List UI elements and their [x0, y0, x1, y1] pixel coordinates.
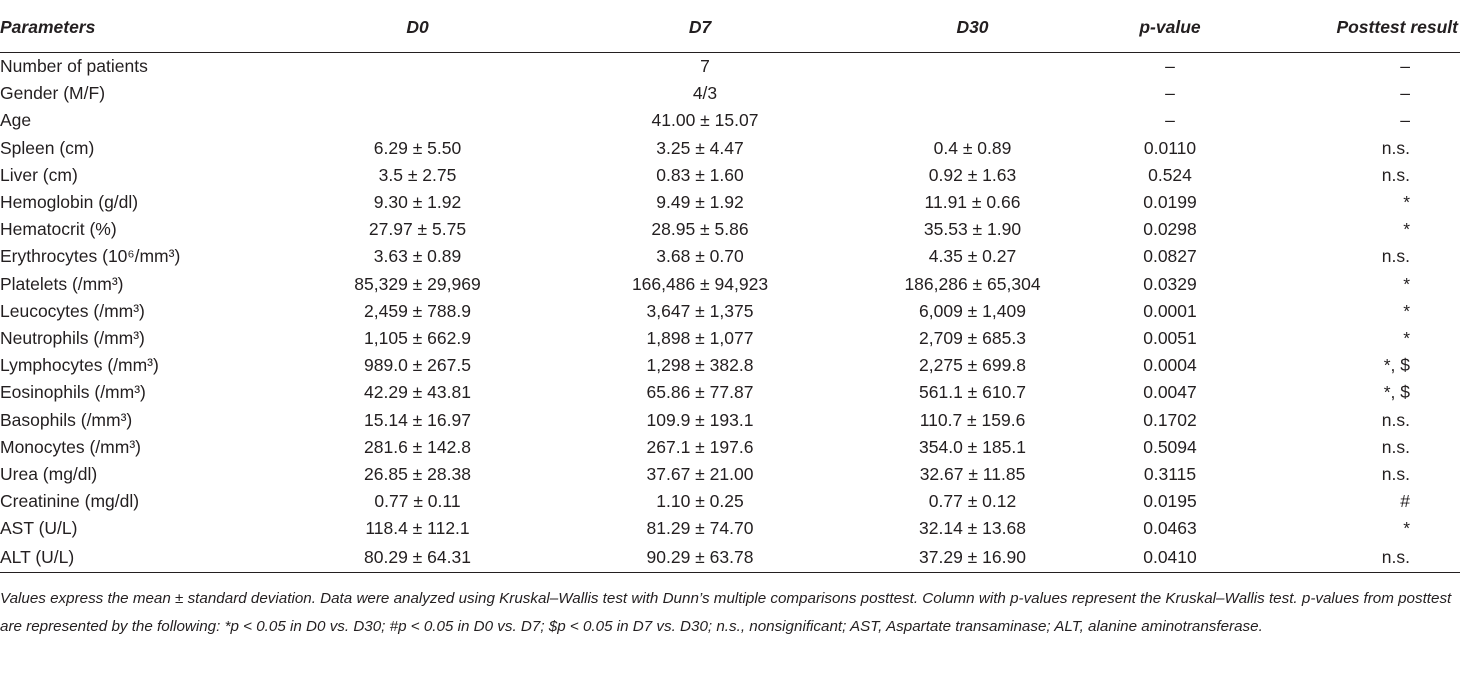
row-d7: 1.10 ± 0.25 — [656, 491, 744, 512]
row-parameter: Liver (cm) — [0, 164, 78, 185]
header-row — [0, 6, 1460, 53]
row-p-value: 0.0463 — [1143, 518, 1197, 539]
table-row — [0, 80, 1460, 107]
row-p-value: 0.3115 — [1143, 463, 1197, 484]
row-p-value: 0.0329 — [1143, 273, 1197, 294]
row-p-value: 0.0827 — [1143, 246, 1197, 267]
header-parameters: Parameters — [0, 6, 300, 53]
row-posttest-result: n.s. — [1381, 463, 1410, 484]
row-d7: 9.49 ± 1.92 — [656, 192, 744, 213]
row-d0: 85,329 ± 29,969 — [354, 273, 481, 294]
row-posttest-result: n.s. — [1381, 164, 1410, 185]
row-posttest-result: * — [1403, 192, 1410, 213]
row-d30: 0.92 ± 1.63 — [928, 164, 1017, 185]
row-d0: 3.5 ± 2.75 — [378, 164, 457, 185]
row-p-value: 0.0195 — [1143, 491, 1197, 512]
table-row — [0, 542, 1460, 573]
row-p-value: 0.0051 — [1143, 327, 1197, 348]
table-row — [0, 515, 1460, 542]
row-d30: 0.4 ± 0.89 — [933, 137, 1012, 158]
row-posttest-result: – — [1400, 110, 1410, 131]
row-p-value: 0.0004 — [1143, 355, 1197, 376]
row-overall-value: 7 — [700, 56, 710, 77]
row-d30: 0.77 ± 0.12 — [928, 491, 1017, 512]
row-d30: 186,286 ± 65,304 — [904, 273, 1041, 294]
row-d0: 118.4 ± 112.1 — [365, 518, 470, 539]
table-footnote: Values express the mean ± standard deviation. Data were analyzed using Kruskal–Wallis test with Dunn’s multiple comparisons posttest. Column with p-values represent the Kruskal–Wallis test. p-values from posttest are represented by the following: *p < 0.05 in D0 vs. D30; #p < 0.05 in D0 vs. D7; $p < 0.05 in D7 vs. D30; n.s., nonsignificant; AST, Aspartate transaminase; ALT, alanine aminotransferase. — [0, 590, 1452, 635]
row-d0: 9.30 ± 1.92 — [373, 192, 462, 213]
row-d0: 80.29 ± 64.31 — [300, 542, 535, 573]
row-parameter: Gender (M/F) — [0, 83, 106, 104]
table-row — [0, 434, 1460, 461]
row-d7: 90.29 ± 63.78 — [535, 542, 865, 573]
row-d0: 281.6 ± 142.8 — [364, 436, 471, 457]
row-p-value: – — [1165, 110, 1175, 131]
row-p-value: – — [1165, 56, 1175, 77]
row-posttest-result: * — [1403, 273, 1410, 294]
row-overall-value: 4/3 — [692, 83, 718, 104]
row-parameter: Hematocrit (%) — [0, 219, 117, 240]
row-posttest-result: n.s. — [1381, 409, 1410, 430]
row-p-value: – — [1165, 83, 1175, 104]
row-d30: 561.1 ± 610.7 — [919, 382, 1026, 403]
table-row — [0, 216, 1460, 243]
row-d0: 1,105 ± 662.9 — [364, 327, 471, 348]
row-posttest-result: # — [1400, 491, 1410, 512]
row-d30: 32.14 ± 13.68 — [919, 518, 1026, 539]
row-d0: 2,459 ± 788.9 — [364, 300, 471, 321]
table-row — [0, 243, 1460, 270]
row-posttest-result: *, $ — [1383, 382, 1410, 403]
table-row — [0, 271, 1460, 298]
row-posttest-result: n.s. — [1381, 137, 1410, 158]
row-d7: 81.29 ± 74.70 — [646, 518, 754, 539]
table-row — [0, 298, 1460, 325]
row-p-value: 0.524 — [1148, 164, 1192, 185]
row-d0: 989.0 ± 267.5 — [364, 355, 471, 376]
parameters-table — [0, 6, 1460, 573]
table-row — [0, 325, 1460, 352]
row-parameter: Monocytes (/mm³) — [0, 436, 141, 457]
row-posttest-result: – — [1400, 56, 1410, 77]
row-parameter: Leucocytes (/mm³) — [0, 300, 145, 321]
row-p-value: 0.5094 — [1143, 436, 1197, 457]
header-d30: D30 — [865, 6, 1080, 53]
row-p-value: 0.0199 — [1143, 192, 1197, 213]
header-d7: D7 — [535, 6, 865, 53]
row-posttest-result: * — [1403, 300, 1410, 321]
row-d30: 32.67 ± 11.85 — [919, 463, 1026, 484]
table-row — [0, 352, 1460, 379]
row-parameter: Eosinophils (/mm³) — [0, 382, 146, 403]
row-d30: 37.29 ± 16.90 — [865, 542, 1080, 573]
table-row — [0, 406, 1460, 433]
row-parameter: Hemoglobin (g/dl) — [0, 192, 139, 213]
row-d7: 109.9 ± 193.1 — [646, 409, 754, 430]
row-d30: 354.0 ± 185.1 — [919, 436, 1026, 457]
row-d0: 0.77 ± 0.11 — [374, 491, 461, 512]
row-d7: 28.95 ± 5.86 — [651, 219, 749, 240]
table-row — [0, 135, 1460, 162]
row-posttest-result: *, $ — [1383, 355, 1410, 376]
row-parameter: ALT (U/L) — [0, 542, 300, 573]
table-row — [0, 107, 1460, 134]
row-d30: 35.53 ± 1.90 — [923, 219, 1022, 240]
row-d7: 1,898 ± 1,077 — [646, 327, 754, 348]
row-d7: 1,298 ± 382.8 — [646, 355, 754, 376]
table-row — [0, 162, 1460, 189]
row-d0: 26.85 ± 28.38 — [364, 463, 471, 484]
row-d7: 0.83 ± 1.60 — [656, 164, 744, 185]
row-p-value: 0.0001 — [1143, 300, 1197, 321]
row-p-value: 0.0410 — [1080, 542, 1260, 573]
table-row — [0, 379, 1460, 406]
row-d7: 65.86 ± 77.87 — [646, 382, 754, 403]
row-d7: 267.1 ± 197.6 — [646, 436, 754, 457]
row-d30: 4.35 ± 0.27 — [928, 246, 1017, 267]
row-overall-value: 41.00 ± 15.07 — [651, 110, 759, 131]
row-posttest-result: * — [1403, 219, 1410, 240]
row-parameter: Urea (mg/dl) — [0, 463, 98, 484]
row-d0: 3.63 ± 0.89 — [373, 246, 462, 267]
row-posttest-result: n.s. — [1260, 542, 1460, 573]
row-d7: 3.25 ± 4.47 — [656, 137, 744, 158]
table-row — [0, 53, 1460, 81]
row-p-value: 0.1702 — [1143, 409, 1197, 430]
table-body — [0, 53, 1460, 573]
row-d30: 6,009 ± 1,409 — [919, 300, 1026, 321]
table-row — [0, 461, 1460, 488]
table-row — [0, 189, 1460, 216]
row-parameter: AST (U/L) — [0, 518, 78, 539]
row-d30: 11.91 ± 0.66 — [924, 192, 1021, 213]
row-parameter: Platelets (/mm³) — [0, 273, 124, 294]
header-posttest-result: Posttest result — [1260, 6, 1460, 53]
row-posttest-result: n.s. — [1381, 246, 1410, 267]
row-parameter: Spleen (cm) — [0, 137, 95, 158]
table-row — [0, 488, 1460, 515]
row-p-value: 0.0110 — [1143, 137, 1197, 158]
row-d0: 27.97 ± 5.75 — [368, 219, 467, 240]
header-p-value: p-value — [1080, 6, 1260, 53]
row-parameter: Lymphocytes (/mm³) — [0, 355, 159, 376]
row-parameter: Creatinine (mg/dl) — [0, 491, 140, 512]
row-d30: 2,709 ± 685.3 — [919, 327, 1026, 348]
row-p-value: 0.0298 — [1143, 219, 1197, 240]
row-d7: 37.67 ± 21.00 — [646, 463, 754, 484]
row-d7: 166,486 ± 94,923 — [631, 273, 769, 294]
row-parameter: Basophils (/mm³) — [0, 409, 133, 430]
row-d0: 6.29 ± 5.50 — [373, 137, 462, 158]
row-parameter: Erythrocytes (10⁶/mm³) — [0, 246, 181, 267]
header-d0: D0 — [300, 6, 535, 53]
row-d0: 42.29 ± 43.81 — [364, 382, 471, 403]
row-posttest-result: * — [1403, 327, 1410, 348]
row-parameter: Neutrophils (/mm³) — [0, 327, 145, 348]
row-parameter: Age — [0, 110, 32, 131]
row-d30: 2,275 ± 699.8 — [919, 355, 1026, 376]
row-p-value: 0.0047 — [1143, 382, 1197, 403]
row-d30: 110.7 ± 159.6 — [919, 409, 1026, 430]
row-posttest-result: – — [1400, 83, 1410, 104]
row-parameter: Number of patients — [0, 56, 148, 77]
row-d7: 3,647 ± 1,375 — [646, 300, 754, 321]
row-posttest-result: * — [1403, 518, 1410, 539]
row-posttest-result: n.s. — [1381, 436, 1410, 457]
row-d7: 3.68 ± 0.70 — [656, 246, 744, 267]
row-d0: 15.14 ± 16.97 — [364, 409, 471, 430]
